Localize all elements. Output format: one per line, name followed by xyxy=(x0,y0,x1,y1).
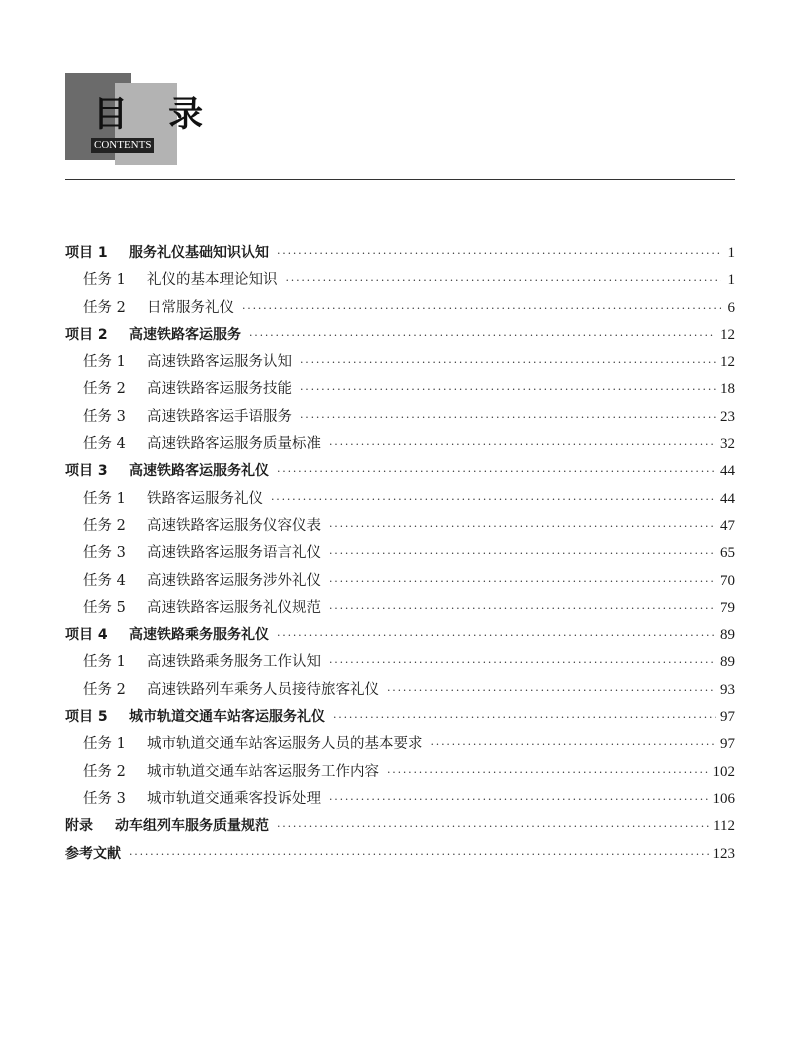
toc-entry-title: 铁路客运服务礼仪 xyxy=(147,490,263,507)
toc-entry-number: 项目 5 xyxy=(65,709,108,726)
dot-leader xyxy=(300,404,716,431)
toc-entry-title: 高速铁路客运服务礼仪规范 xyxy=(147,599,321,616)
toc-entry-page: 65 xyxy=(720,545,735,562)
toc-entry-page: 89 xyxy=(720,627,735,644)
toc-entry-page: 32 xyxy=(720,436,735,453)
toc-entry-number: 任务 3 xyxy=(83,545,126,562)
toc-entry-page: 44 xyxy=(720,490,735,507)
dot-leader xyxy=(387,759,709,786)
toc-entry-project[interactable] xyxy=(65,322,735,349)
toc-entry-page: 79 xyxy=(720,599,735,616)
dot-leader xyxy=(329,513,716,540)
toc-entry-number: 项目 1 xyxy=(65,245,108,261)
toc-entry-page: 102 xyxy=(712,763,735,780)
toc-entry-number: 项目 4 xyxy=(65,627,108,644)
toc-entry-page: 106 xyxy=(712,790,735,807)
toc-entry-number: 任务 4 xyxy=(83,572,126,589)
toc-entry-task[interactable] xyxy=(65,540,735,567)
toc-entry-title: 高速铁路客运服务仪容仪表 xyxy=(147,517,321,534)
toc-entry-number: 任务 3 xyxy=(83,790,126,807)
toc-entry-page: 123 xyxy=(712,845,735,862)
toc-entry-page: 1 xyxy=(727,245,735,261)
toc-entry-task[interactable] xyxy=(65,649,735,676)
toc-entry-number: 任务 2 xyxy=(83,763,126,780)
toc-entry-page: 18 xyxy=(720,381,735,398)
dot-leader xyxy=(387,677,716,704)
toc-entry-task[interactable] xyxy=(65,295,735,322)
toc-entry-page: 23 xyxy=(720,408,735,425)
toc-entry-number: 任务 2 xyxy=(83,299,126,316)
dot-leader xyxy=(129,841,709,868)
toc-entry-title: 城市轨道交通乘客投诉处理 xyxy=(147,790,321,807)
toc-entry-number: 任务 1 xyxy=(83,654,126,671)
toc-entry-title: 高速铁路客运手语服务 xyxy=(147,408,292,425)
toc-entry-task[interactable] xyxy=(65,677,735,704)
toc-entry-title: 城市轨道交通车站客运服务礼仪 xyxy=(129,709,325,726)
toc-entry-page: 93 xyxy=(720,681,735,698)
dot-leader xyxy=(271,486,716,513)
dot-leader xyxy=(329,595,716,622)
dot-leader xyxy=(277,622,716,649)
toc-entry-task[interactable] xyxy=(65,568,735,595)
toc-entry-project[interactable] xyxy=(65,240,735,267)
toc-entry-number: 任务 1 xyxy=(83,736,126,753)
toc-entry-number: 任务 5 xyxy=(83,599,126,616)
toc-entry-page: 97 xyxy=(720,709,735,726)
toc-entry-title: 高速铁路客运服务认知 xyxy=(147,354,292,371)
toc-entry-task[interactable] xyxy=(65,486,735,513)
toc-entry-number: 任务 2 xyxy=(83,681,126,698)
toc-entry-task[interactable] xyxy=(65,349,735,376)
dot-leader xyxy=(333,704,716,731)
toc-entry-appendix[interactable] xyxy=(65,813,735,840)
toc-entry-task[interactable] xyxy=(65,731,735,758)
dot-leader xyxy=(329,649,716,676)
dot-leader xyxy=(277,813,709,840)
header-divider xyxy=(65,179,735,180)
toc-entry-page: 1 xyxy=(727,272,735,289)
dot-leader xyxy=(286,267,722,294)
toc-entry-page: 112 xyxy=(713,818,735,835)
toc-entry-task[interactable] xyxy=(65,431,735,458)
toc-entry-page: 47 xyxy=(720,517,735,534)
toc-entry-page: 70 xyxy=(720,572,735,589)
toc-entry-task[interactable] xyxy=(65,376,735,403)
toc-entry-page: 97 xyxy=(720,736,735,753)
toc-entry-number: 任务 1 xyxy=(83,272,126,289)
toc-entry-number: 任务 4 xyxy=(83,436,126,453)
toc-entry-title: 城市轨道交通车站客运服务工作内容 xyxy=(147,763,379,780)
toc-entry-title: 礼仪的基本理论知识 xyxy=(147,272,278,289)
dot-leader xyxy=(329,431,716,458)
toc-entry-title: 城市轨道交通车站客运服务人员的基本要求 xyxy=(147,736,423,753)
dot-leader xyxy=(300,349,716,376)
toc-entry-number: 任务 3 xyxy=(83,408,126,425)
toc-entry-task[interactable] xyxy=(65,595,735,622)
toc-entry-page: 6 xyxy=(727,299,735,316)
toc-entry-task[interactable] xyxy=(65,267,735,294)
toc-entry-task[interactable] xyxy=(65,759,735,786)
toc-entry-number: 附录 xyxy=(65,818,93,835)
dot-leader xyxy=(300,376,716,403)
toc-entry-title: 高速铁路列车乘务人员接待旅客礼仪 xyxy=(147,681,379,698)
toc-entry-number: 任务 1 xyxy=(83,354,126,371)
toc-entry-number: 任务 1 xyxy=(83,490,126,507)
toc-entry-task[interactable] xyxy=(65,404,735,431)
toc-entry-project[interactable] xyxy=(65,622,735,649)
toc-entry-title: 高速铁路客运服务技能 xyxy=(147,381,292,398)
dot-leader xyxy=(329,540,716,567)
toc-entry-title: 高速铁路乘务服务工作认知 xyxy=(147,654,321,671)
toc-entry-page: 89 xyxy=(720,654,735,671)
toc-entry-page: 12 xyxy=(720,326,735,343)
toc-entry-page: 44 xyxy=(720,463,735,480)
page-subtitle: CONTENTS xyxy=(91,138,154,153)
dot-leader xyxy=(277,240,721,267)
table-of-contents xyxy=(65,240,735,868)
page-title: 目 录 xyxy=(93,95,218,135)
toc-entry-task[interactable] xyxy=(65,513,735,540)
toc-entry-number: 项目 2 xyxy=(65,326,108,343)
dot-leader xyxy=(329,568,716,595)
toc-entry-page: 12 xyxy=(720,354,735,371)
toc-entry-number: 任务 2 xyxy=(83,517,126,534)
toc-entry-title: 高速铁路客运服务语言礼仪 xyxy=(147,545,321,562)
toc-entry-number: 任务 2 xyxy=(83,381,126,398)
toc-entry-project[interactable] xyxy=(65,458,735,485)
toc-entry-title: 高速铁路乘务服务礼仪 xyxy=(129,627,269,644)
toc-entry-title: 高速铁路客运服务质量标准 xyxy=(147,436,321,453)
dot-leader xyxy=(431,731,717,758)
toc-entry-title: 高速铁路客运服务涉外礼仪 xyxy=(147,572,321,589)
toc-header xyxy=(65,73,218,163)
toc-entry-title: 动车组列车服务质量规范 xyxy=(115,818,269,835)
toc-entry-title: 高速铁路客运服务 xyxy=(129,326,241,343)
dot-leader xyxy=(329,786,709,813)
toc-entry-refs[interactable] xyxy=(65,841,735,868)
dot-leader xyxy=(249,322,716,349)
toc-entry-number: 项目 3 xyxy=(65,463,108,480)
toc-entry-title: 日常服务礼仪 xyxy=(147,299,234,316)
toc-entry-title: 服务礼仪基础知识认知 xyxy=(129,245,269,261)
toc-entry-task[interactable] xyxy=(65,786,735,813)
dot-leader xyxy=(242,295,721,322)
toc-entry-title: 参考文献 xyxy=(65,845,121,862)
toc-entry-title: 高速铁路客运服务礼仪 xyxy=(129,463,269,480)
toc-entry-project[interactable] xyxy=(65,704,735,731)
dot-leader xyxy=(277,458,716,485)
